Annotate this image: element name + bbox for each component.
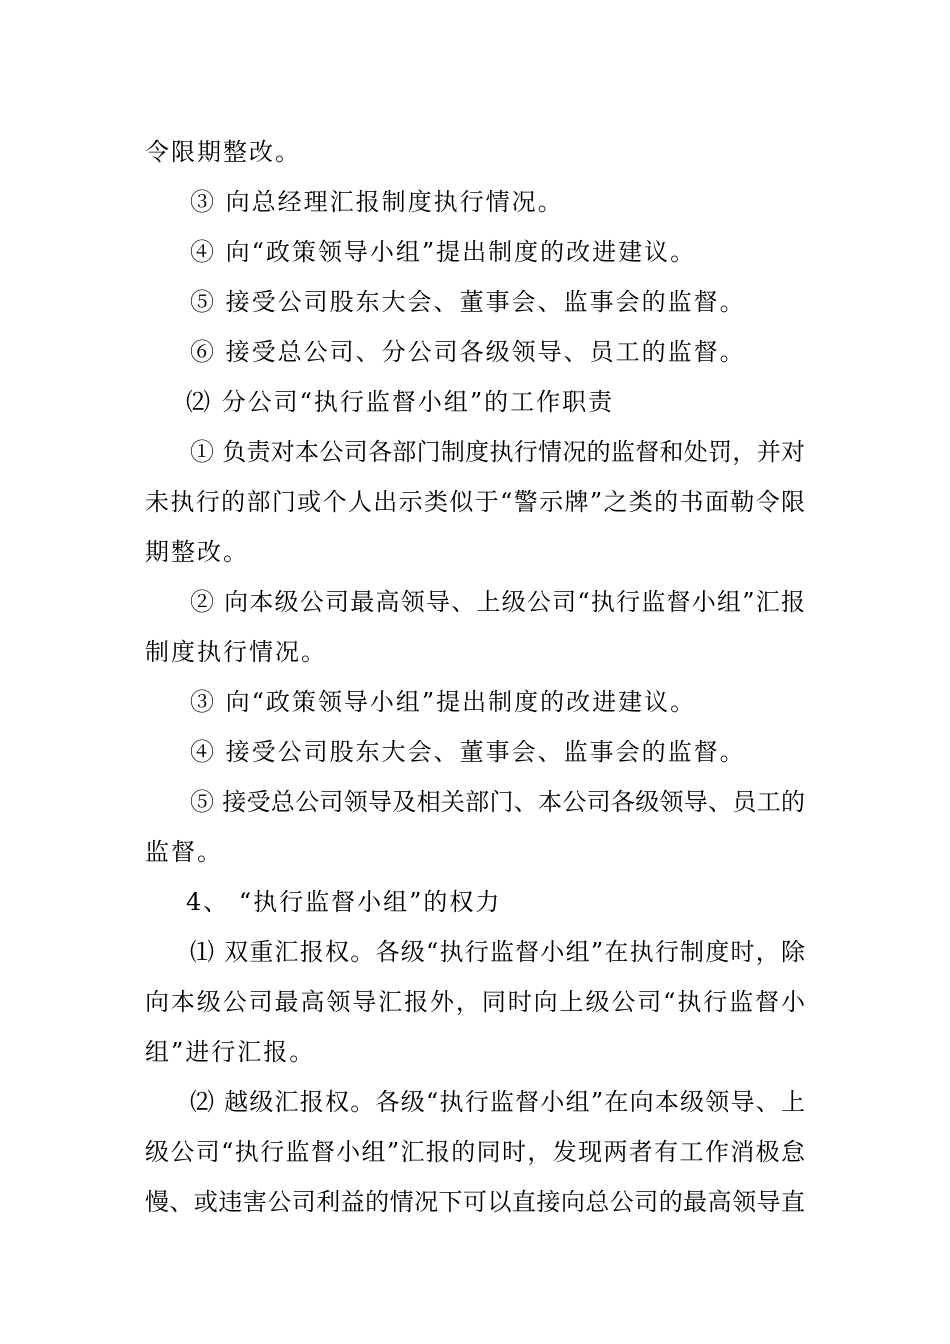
- text-line: 监督。: [145, 838, 223, 866]
- text-line: 级公司“执行监督小组”汇报的同时，发现两者有工作消极怠: [145, 1138, 805, 1166]
- text-line: ⑴ 双重汇报权。各级“执行监督小组”在执行制度时，除: [190, 938, 805, 966]
- text-line: ⑤ 接受公司股东大会、董事会、监事会的监督。: [190, 288, 746, 316]
- text-line: ③ 向“政策领导小组”提出制度的改进建议。: [190, 688, 697, 716]
- text-line: 未执行的部门或个人出示类似于“警示牌”之类的书面勒令限: [145, 488, 805, 516]
- text-line: ⑥ 接受总公司、分公司各级领导、员工的监督。: [190, 338, 746, 366]
- text-line: ④ 接受公司股东大会、董事会、监事会的监督。: [190, 738, 746, 766]
- text-line: ② 向本级公司最高领导、上级公司“执行监督小组”汇报: [190, 588, 805, 616]
- text-line: ⑵ 越级汇报权。各级“执行监督小组”在向本级领导、上: [190, 1088, 805, 1116]
- text-line: 慢、或违害公司利益的情况下可以直接向总公司的最高领导直: [145, 1188, 805, 1216]
- section-heading: ⑵ 分公司“执行监督小组”的工作职责: [186, 388, 615, 416]
- text-line: 期整改。: [145, 538, 249, 566]
- text-line: 向本级公司最高领导汇报外，同时向上级公司“执行监督小: [145, 988, 805, 1016]
- text-line: 制度执行情况。: [145, 638, 327, 666]
- section-heading: 4、 “执行监督小组”的权力: [186, 888, 502, 916]
- text-line: ③ 向总经理汇报制度执行情况。: [190, 188, 564, 216]
- text-line: 组”进行汇报。: [145, 1038, 316, 1066]
- text-line: ① 负责对本公司各部门制度执行情况的监督和处罚，并对: [190, 438, 805, 466]
- text-line: ⑤ 接受总公司领导及相关部门、本公司各级领导、员工的: [190, 788, 805, 816]
- text-line: ④ 向“政策领导小组”提出制度的改进建议。: [190, 238, 697, 266]
- text-line: 令限期整改。: [145, 138, 301, 166]
